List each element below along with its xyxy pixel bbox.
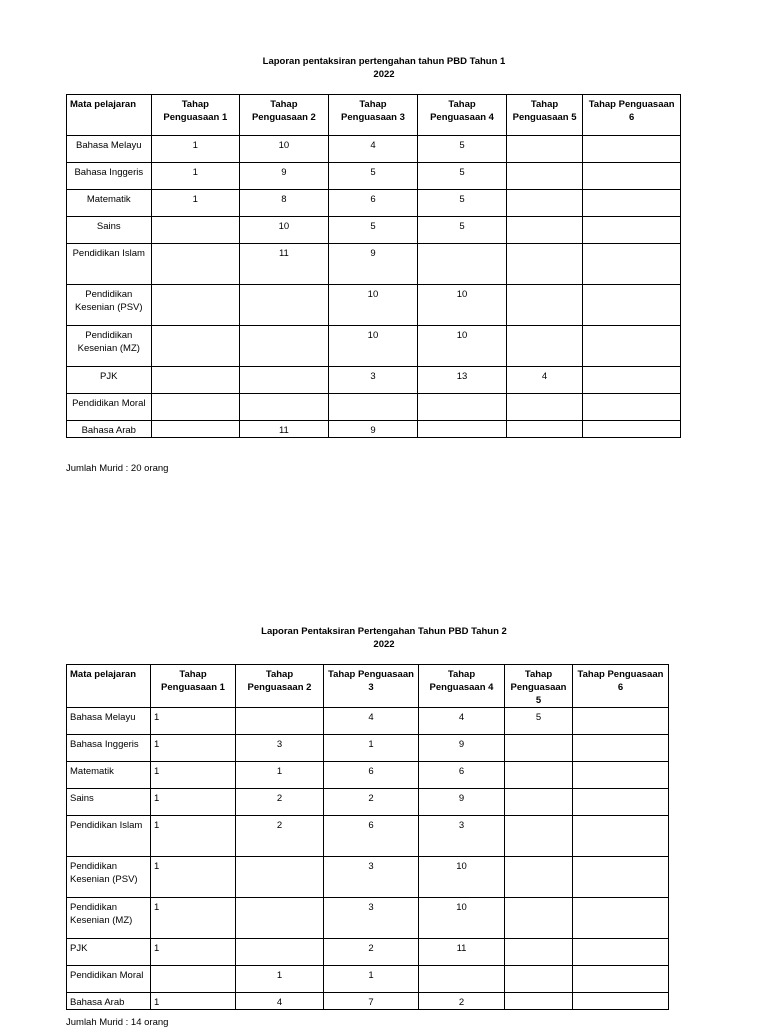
subject-cell: Pendidikan Kesenian (MZ): [67, 326, 152, 367]
value-cell: [573, 939, 669, 966]
table-row: [67, 816, 669, 857]
value-cell: 4: [419, 708, 505, 735]
value-cell: 9: [419, 789, 505, 816]
value-cell: 1: [151, 163, 240, 190]
report2-header-tahap-2: Tahap Penguasaan 2: [236, 665, 324, 708]
value-cell: [583, 190, 681, 217]
report2-header-tahap-4: Tahap Penguasaan 4: [419, 665, 505, 708]
value-cell: 4: [328, 136, 418, 163]
report2-table: [66, 664, 669, 1010]
value-cell: [506, 326, 582, 367]
value-cell: [240, 394, 329, 421]
value-cell: [506, 394, 582, 421]
value-cell: 2: [236, 789, 324, 816]
value-cell: [573, 857, 669, 898]
subject-cell: Matematik: [67, 762, 151, 789]
value-cell: 1: [151, 136, 240, 163]
value-cell: 1: [324, 735, 419, 762]
report2-student-count: Jumlah Murid : 14 orang: [66, 1017, 169, 1028]
value-cell: 1: [236, 762, 324, 789]
value-cell: 3: [419, 816, 505, 857]
value-cell: 2: [324, 939, 419, 966]
value-cell: [505, 735, 573, 762]
value-cell: 2: [324, 789, 419, 816]
report1-header-row: [67, 95, 681, 136]
value-cell: 11: [419, 939, 505, 966]
value-cell: 10: [418, 285, 507, 326]
value-cell: 10: [419, 857, 505, 898]
subject-cell: Matematik: [67, 190, 152, 217]
subject-cell: Pendidikan Kesenian (MZ): [67, 898, 151, 939]
value-cell: [583, 163, 681, 190]
value-cell: [236, 857, 324, 898]
value-cell: 9: [328, 421, 418, 438]
report1-student-count: Jumlah Murid : 20 orang: [66, 463, 169, 474]
value-cell: 3: [236, 735, 324, 762]
value-cell: 11: [240, 421, 329, 438]
report1-header-tahap-3: Tahap Penguasaan 3: [328, 95, 418, 136]
value-cell: [506, 244, 582, 285]
report2-title-line2: 2022: [373, 639, 395, 650]
value-cell: [506, 163, 582, 190]
table-row: [67, 857, 669, 898]
table-row: [67, 939, 669, 966]
value-cell: 5: [505, 708, 573, 735]
report1-header-tahap-4: Tahap Penguasaan 4: [418, 95, 507, 136]
value-cell: [505, 898, 573, 939]
report1-header-tahap-2: Tahap Penguasaan 2: [240, 95, 329, 136]
value-cell: 1: [151, 735, 236, 762]
value-cell: [151, 367, 240, 394]
value-cell: 10: [418, 326, 507, 367]
value-cell: [151, 244, 240, 285]
value-cell: [583, 244, 681, 285]
value-cell: 1: [324, 966, 419, 993]
subject-cell: Bahasa Arab: [67, 993, 151, 1010]
report2-header-tahap-3: Tahap Penguasaan 3: [324, 665, 419, 708]
report2-body: [67, 708, 669, 1010]
value-cell: [583, 326, 681, 367]
value-cell: [573, 966, 669, 993]
value-cell: 1: [151, 857, 236, 898]
subject-cell: Bahasa Melayu: [67, 136, 152, 163]
value-cell: 7: [324, 993, 419, 1010]
value-cell: [236, 708, 324, 735]
value-cell: [240, 367, 329, 394]
value-cell: [505, 816, 573, 857]
subject-cell: Pendidikan Islam: [67, 244, 152, 285]
value-cell: 1: [151, 708, 236, 735]
value-cell: [240, 326, 329, 367]
value-cell: [151, 421, 240, 438]
report2-title-line1: Laporan Pentaksiran Pertengahan Tahun PBD Tahun 2: [261, 626, 507, 637]
report2-header-subject: Mata pelajaran: [67, 665, 151, 708]
value-cell: 1: [151, 993, 236, 1010]
value-cell: 5: [328, 163, 418, 190]
report1-title: [0, 55, 768, 81]
subject-cell: PJK: [67, 367, 152, 394]
report1-table: [66, 94, 681, 438]
subject-cell: Pendidikan Moral: [67, 966, 151, 993]
value-cell: [505, 762, 573, 789]
value-cell: 5: [328, 217, 418, 244]
report2-title: [0, 625, 768, 651]
value-cell: 1: [151, 816, 236, 857]
value-cell: [506, 217, 582, 244]
table-row: [67, 326, 681, 367]
value-cell: 5: [418, 190, 507, 217]
value-cell: 1: [151, 789, 236, 816]
table-row: [67, 217, 681, 244]
report1-header-tahap-6: Tahap Penguasaan 6: [583, 95, 681, 136]
report2-header-row: [67, 665, 669, 708]
value-cell: [506, 285, 582, 326]
table-row: [67, 136, 681, 163]
value-cell: [573, 816, 669, 857]
subject-cell: Pendidikan Moral: [67, 394, 152, 421]
value-cell: [236, 898, 324, 939]
table-row: [67, 789, 669, 816]
table-row: [67, 966, 669, 993]
value-cell: [240, 285, 329, 326]
value-cell: [506, 136, 582, 163]
value-cell: [151, 966, 236, 993]
value-cell: 10: [419, 898, 505, 939]
subject-cell: Bahasa Inggeris: [67, 735, 151, 762]
table-row: [67, 898, 669, 939]
value-cell: 5: [418, 163, 507, 190]
value-cell: 3: [324, 898, 419, 939]
report2-header-tahap-6: Tahap Penguasaan 6: [573, 665, 669, 708]
value-cell: [419, 966, 505, 993]
value-cell: 8: [240, 190, 329, 217]
subject-cell: Pendidikan Kesenian (PSV): [67, 285, 152, 326]
value-cell: 2: [236, 816, 324, 857]
subject-cell: Bahasa Melayu: [67, 708, 151, 735]
value-cell: [573, 708, 669, 735]
value-cell: 6: [324, 816, 419, 857]
value-cell: [151, 217, 240, 244]
value-cell: [573, 762, 669, 789]
report1-title-line2: 2022: [373, 69, 395, 80]
value-cell: [583, 136, 681, 163]
value-cell: [505, 939, 573, 966]
value-cell: [583, 421, 681, 438]
value-cell: 6: [328, 190, 418, 217]
value-cell: 10: [240, 136, 329, 163]
value-cell: 5: [418, 136, 507, 163]
value-cell: [573, 993, 669, 1010]
value-cell: [583, 217, 681, 244]
table-row: [67, 735, 669, 762]
table-row: [67, 163, 681, 190]
subject-cell: Pendidikan Kesenian (PSV): [67, 857, 151, 898]
value-cell: [583, 394, 681, 421]
value-cell: [505, 993, 573, 1010]
value-cell: [573, 735, 669, 762]
value-cell: [236, 939, 324, 966]
table-row: [67, 993, 669, 1010]
value-cell: [418, 244, 507, 285]
subject-cell: Sains: [67, 789, 151, 816]
value-cell: [505, 966, 573, 993]
value-cell: [505, 789, 573, 816]
value-cell: 1: [151, 898, 236, 939]
value-cell: 1: [151, 762, 236, 789]
value-cell: [151, 326, 240, 367]
report1-header-tahap-1: Tahap Penguasaan 1: [151, 95, 240, 136]
table-row: [67, 190, 681, 217]
value-cell: 3: [328, 367, 418, 394]
table-row: [67, 708, 669, 735]
value-cell: [418, 394, 507, 421]
subject-cell: Sains: [67, 217, 152, 244]
value-cell: [583, 367, 681, 394]
subject-cell: PJK: [67, 939, 151, 966]
value-cell: [506, 190, 582, 217]
value-cell: [506, 421, 582, 438]
report2-header-tahap-1: Tahap Penguasaan 1: [151, 665, 236, 708]
value-cell: 9: [419, 735, 505, 762]
value-cell: 9: [328, 244, 418, 285]
value-cell: 6: [419, 762, 505, 789]
subject-cell: Pendidikan Islam: [67, 816, 151, 857]
report1-header-tahap-5: Tahap Penguasaan 5: [506, 95, 582, 136]
value-cell: 3: [324, 857, 419, 898]
value-cell: 10: [328, 326, 418, 367]
value-cell: 1: [151, 939, 236, 966]
value-cell: [573, 789, 669, 816]
report2-header-tahap-5: Tahap Penguasaan 5: [505, 665, 573, 708]
value-cell: 2: [419, 993, 505, 1010]
value-cell: 1: [151, 190, 240, 217]
value-cell: [418, 421, 507, 438]
value-cell: [151, 285, 240, 326]
report1-header-subject: Mata pelajaran: [67, 95, 152, 136]
table-row: [67, 244, 681, 285]
value-cell: 4: [236, 993, 324, 1010]
value-cell: 13: [418, 367, 507, 394]
value-cell: 9: [240, 163, 329, 190]
value-cell: [151, 394, 240, 421]
table-row: [67, 394, 681, 421]
value-cell: 4: [324, 708, 419, 735]
value-cell: 6: [324, 762, 419, 789]
value-cell: [505, 857, 573, 898]
value-cell: 10: [240, 217, 329, 244]
value-cell: 5: [418, 217, 507, 244]
subject-cell: Bahasa Inggeris: [67, 163, 152, 190]
value-cell: 4: [506, 367, 582, 394]
table-row: [67, 285, 681, 326]
report1-title-line1: Laporan pentaksiran pertengahan tahun PBD Tahun 1: [262, 56, 506, 67]
value-cell: [328, 394, 418, 421]
value-cell: 11: [240, 244, 329, 285]
table-row: [67, 762, 669, 789]
value-cell: 1: [236, 966, 324, 993]
report1-body: [67, 136, 681, 438]
value-cell: 10: [328, 285, 418, 326]
table-row: [67, 421, 681, 438]
subject-cell: Bahasa Arab: [67, 421, 152, 438]
value-cell: [573, 898, 669, 939]
value-cell: [583, 285, 681, 326]
table-row: [67, 367, 681, 394]
